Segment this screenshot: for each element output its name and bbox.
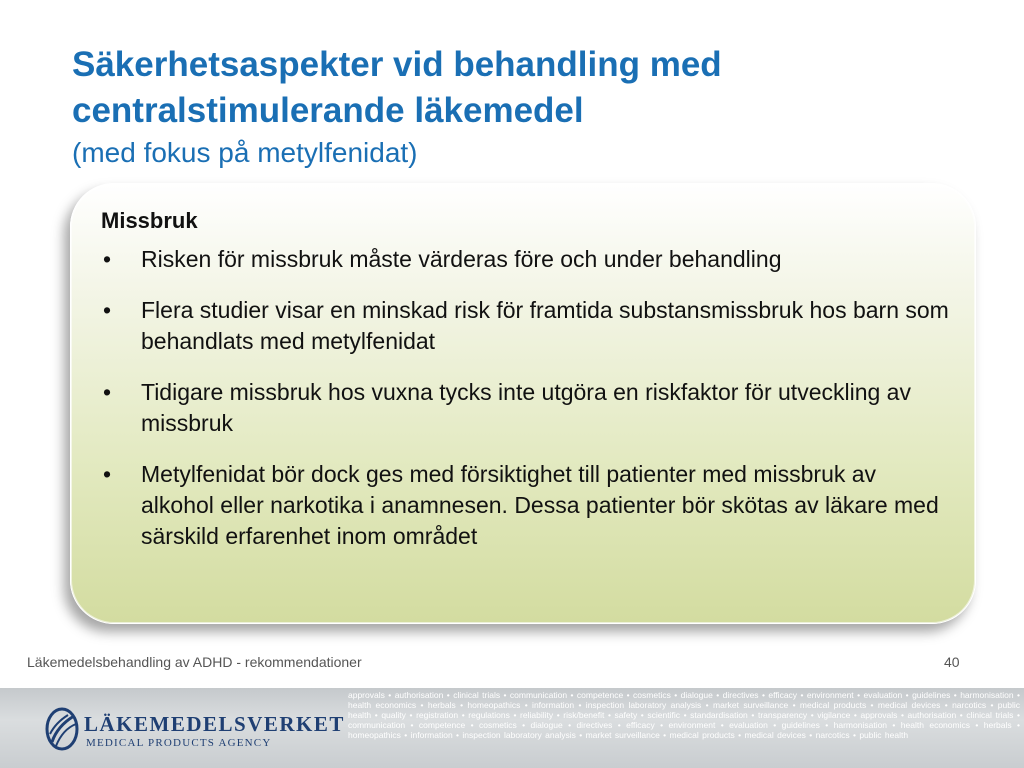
bullet-item bbox=[99, 295, 949, 357]
slide-title-line-2: centralstimulerande läkemedel bbox=[72, 91, 584, 130]
bullet-list bbox=[99, 244, 949, 572]
slide-subtitle: (med fokus på metylfenidat) bbox=[72, 137, 418, 168]
content-box bbox=[70, 183, 976, 624]
keyword-panel bbox=[342, 688, 1024, 768]
bullet-dot: • bbox=[103, 461, 112, 487]
footer-text: Läkemedelsbehandling av ADHD - rekommendationer bbox=[27, 654, 362, 670]
brand-name: LÄKEMEDELSVERKET bbox=[84, 712, 345, 736]
brand-subtitle: MEDICAL PRODUCTS AGENCY bbox=[86, 737, 272, 749]
bullet-text: Flera studier visar en minskad risk för framtida substansmissbruk hos barn som behandlats med metylfenidat bbox=[141, 297, 949, 354]
keyword-text: approvals • authorisation • clinical trials • communication • competence • cosmetics • dialogue • directives • efficacy • environment • evaluation • guidelines • harmonisation • health economics • herbals • homeopathics • information • inspection laboratory analysis • market surveillance • medical products • medical devices • narcotics • public health • quality • registration • regulations • reliability • risk/benefit • safety • scientific • standardisation • transparency • vigilance • approvals • authorisation • clinical trials • communication • competence • cosmetics • dialogue • directives • efficacy • environment • evaluation • guidelines • harmonisation • health economics • herbals • homeopathics • information • inspection laboratory analysis • market surveillance • medical products • medical devices • narcotics • public health bbox=[348, 690, 1020, 740]
slide-title-line-1: Säkerhetsaspekter vid behandling med bbox=[72, 45, 722, 84]
bullet-item bbox=[99, 244, 949, 275]
bullet-item bbox=[99, 459, 949, 552]
bullet-dot: • bbox=[103, 246, 112, 272]
bullet-dot: • bbox=[103, 379, 112, 405]
bullet-text: Metylfenidat bör dock ges med försiktighet till patienter med missbruk av alkohol eller narkotika i anamnesen. Dessa patienter bör skötas av läkare med särskild erfarenhet inom området bbox=[141, 461, 939, 549]
bullet-text: Tidigare missbruk hos vuxna tycks inte utgöra en riskfaktor för utveckling av missbruk bbox=[141, 379, 911, 436]
page-number: 40 bbox=[944, 654, 960, 670]
box-heading: Missbruk bbox=[101, 208, 198, 233]
title-block bbox=[72, 42, 972, 170]
bullet-text: Risken för missbruk måste värderas före och under behandling bbox=[141, 246, 782, 272]
bullet-item bbox=[99, 377, 949, 439]
lakemedelsverket-logo-icon bbox=[44, 706, 80, 752]
footer-band bbox=[0, 688, 1024, 768]
bullet-dot: • bbox=[103, 297, 112, 323]
